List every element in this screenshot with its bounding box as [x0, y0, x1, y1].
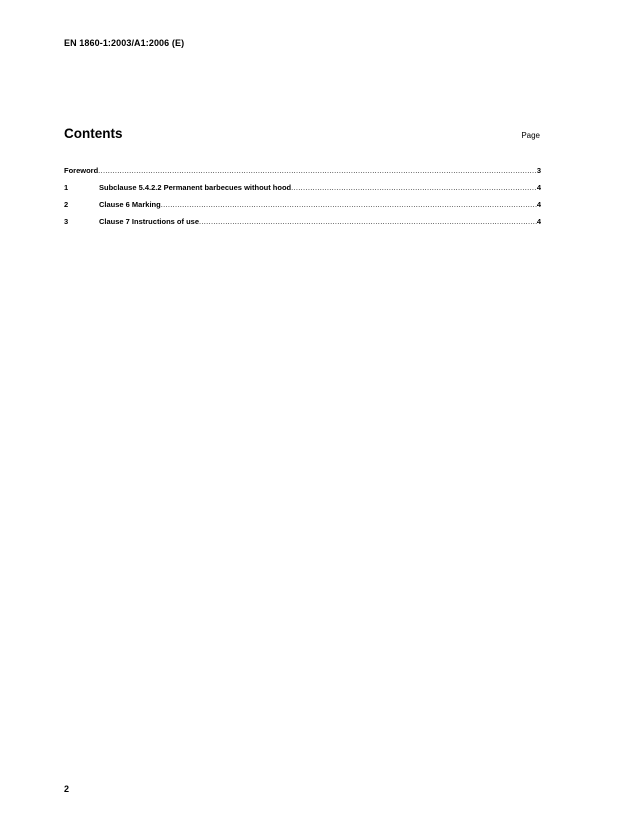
page-column-label: Page — [521, 131, 540, 140]
toc-leader-dots — [291, 183, 537, 192]
toc-entry-number: 3 — [64, 217, 69, 226]
toc-entry-title: Foreword — [64, 166, 99, 175]
toc-entry-title: Clause 6 Marking — [99, 200, 161, 209]
toc-entry-2[interactable] — [64, 200, 541, 217]
toc-leader-dots — [199, 217, 537, 226]
toc-entry-1[interactable] — [64, 183, 541, 200]
toc-leader-dots — [161, 200, 537, 209]
toc-entry-title: Clause 7 Instructions of use — [99, 217, 200, 226]
table-of-contents — [64, 166, 541, 234]
toc-entry-page: 4 — [536, 217, 541, 226]
toc-entry-number: 1 — [64, 183, 69, 192]
page-number: 2 — [64, 784, 70, 794]
document-header: EN 1860-1:2003/A1:2006 (E) — [64, 38, 185, 48]
toc-entry-3[interactable] — [64, 217, 541, 234]
contents-heading: Contents — [64, 126, 123, 141]
toc-entry-title: Subclause 5.4.2.2 Permanent barbecues without hood — [99, 183, 292, 192]
toc-entry-foreword[interactable] — [64, 166, 541, 183]
toc-entry-number: 2 — [64, 200, 69, 209]
toc-leader-dots — [98, 166, 537, 175]
toc-entry-page: 3 — [536, 166, 541, 175]
toc-entry-page: 4 — [536, 183, 541, 192]
toc-entry-page: 4 — [536, 200, 541, 209]
